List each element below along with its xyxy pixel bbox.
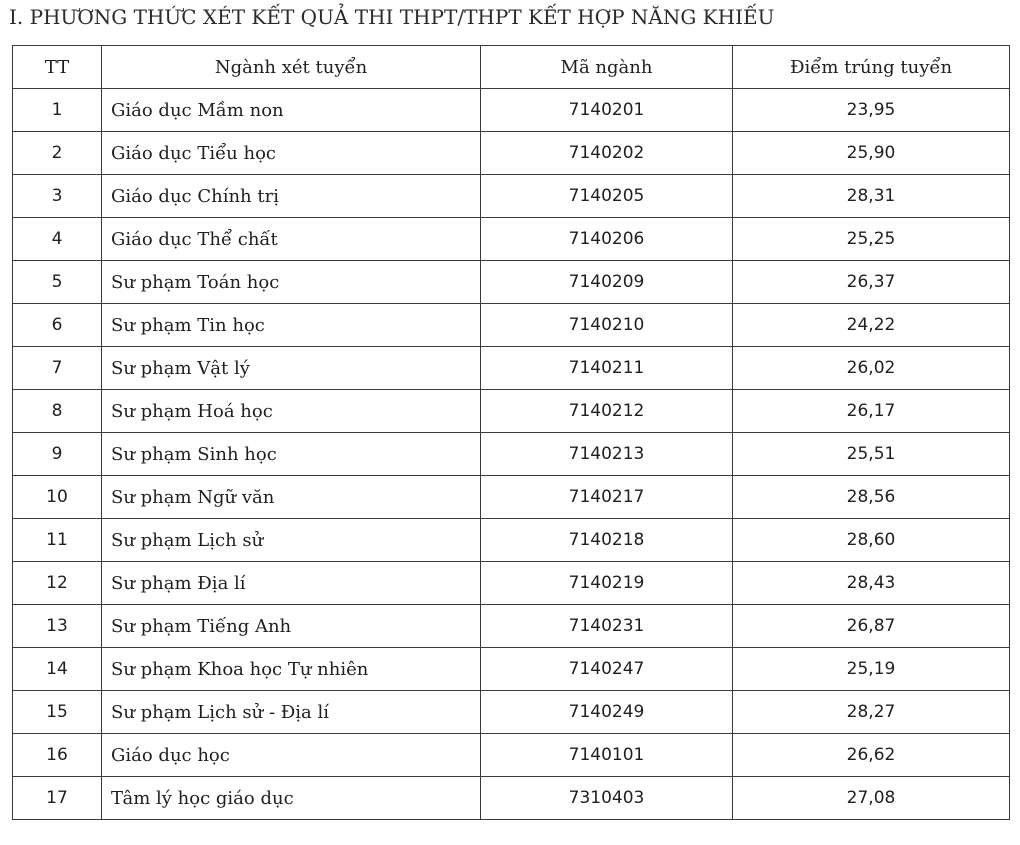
row-number: 13	[13, 605, 102, 648]
row-admission-score: 28,56	[733, 476, 1010, 519]
row-major-code: 7140249	[481, 691, 733, 734]
table-row	[13, 390, 1010, 433]
table-row	[13, 218, 1010, 261]
row-major-name: Sư phạm Tiếng Anh	[102, 605, 481, 648]
table-row	[13, 734, 1010, 777]
table-row	[13, 519, 1010, 562]
table-row	[13, 347, 1010, 390]
row-major-name: Sư phạm Khoa học Tự nhiên	[102, 648, 481, 691]
table-header-row	[13, 46, 1010, 89]
row-major-code: 7140202	[481, 132, 733, 175]
row-admission-score: 26,87	[733, 605, 1010, 648]
row-admission-score: 23,95	[733, 89, 1010, 132]
row-admission-score: 28,31	[733, 175, 1010, 218]
row-major-name: Sư phạm Ngữ văn	[102, 476, 481, 519]
row-major-name: Giáo dục Tiểu học	[102, 132, 481, 175]
table-row	[13, 89, 1010, 132]
row-number: 6	[13, 304, 102, 347]
row-major-code: 7140231	[481, 605, 733, 648]
admission-scores-table	[12, 45, 1010, 820]
row-admission-score: 28,43	[733, 562, 1010, 605]
header-major: Ngành xét tuyển	[102, 46, 481, 89]
row-number: 10	[13, 476, 102, 519]
row-major-name: Sư phạm Lịch sử	[102, 519, 481, 562]
table-row	[13, 562, 1010, 605]
table-row	[13, 433, 1010, 476]
table-row	[13, 132, 1010, 175]
row-number: 5	[13, 261, 102, 304]
row-major-code: 7140218	[481, 519, 733, 562]
table-body	[13, 89, 1010, 820]
row-admission-score: 26,62	[733, 734, 1010, 777]
row-major-name: Giáo dục Chính trị	[102, 175, 481, 218]
header-major-code: Mã ngành	[481, 46, 733, 89]
row-number: 3	[13, 175, 102, 218]
row-major-code: 7140219	[481, 562, 733, 605]
row-major-name: Sư phạm Lịch sử - Địa lí	[102, 691, 481, 734]
row-admission-score: 25,90	[733, 132, 1010, 175]
row-number: 8	[13, 390, 102, 433]
row-number: 1	[13, 89, 102, 132]
section-heading: I. PHƯƠNG THỨC XÉT KẾT QUẢ THI THPT/THPT KẾT HỢP NĂNG KHIẾU	[9, 5, 775, 29]
header-tt: TT	[13, 46, 102, 89]
row-major-code: 7140211	[481, 347, 733, 390]
row-major-name: Sư phạm Hoá học	[102, 390, 481, 433]
table-row	[13, 304, 1010, 347]
header-admission-score: Điểm trúng tuyển	[733, 46, 1010, 89]
row-major-name: Sư phạm Tin học	[102, 304, 481, 347]
row-admission-score: 25,19	[733, 648, 1010, 691]
row-admission-score: 26,37	[733, 261, 1010, 304]
row-admission-score: 26,17	[733, 390, 1010, 433]
table-row	[13, 476, 1010, 519]
row-admission-score: 24,22	[733, 304, 1010, 347]
row-major-code: 7140101	[481, 734, 733, 777]
table-row	[13, 648, 1010, 691]
row-number: 7	[13, 347, 102, 390]
row-major-name: Giáo dục Mầm non	[102, 89, 481, 132]
row-major-code: 7140205	[481, 175, 733, 218]
row-major-name: Sư phạm Vật lý	[102, 347, 481, 390]
row-major-name: Giáo dục Thể chất	[102, 218, 481, 261]
table-row	[13, 261, 1010, 304]
row-admission-score: 26,02	[733, 347, 1010, 390]
row-number: 15	[13, 691, 102, 734]
row-number: 11	[13, 519, 102, 562]
table-row	[13, 777, 1010, 820]
row-number: 9	[13, 433, 102, 476]
row-major-code: 7140217	[481, 476, 733, 519]
row-admission-score: 25,51	[733, 433, 1010, 476]
row-major-code: 7140201	[481, 89, 733, 132]
row-number: 16	[13, 734, 102, 777]
row-number: 12	[13, 562, 102, 605]
table-row	[13, 175, 1010, 218]
row-major-code: 7140212	[481, 390, 733, 433]
row-admission-score: 28,27	[733, 691, 1010, 734]
row-admission-score: 25,25	[733, 218, 1010, 261]
row-major-name: Sư phạm Toán học	[102, 261, 481, 304]
row-number: 2	[13, 132, 102, 175]
row-major-name: Tâm lý học giáo dục	[102, 777, 481, 820]
table-row	[13, 605, 1010, 648]
row-number: 14	[13, 648, 102, 691]
row-number: 4	[13, 218, 102, 261]
row-major-code: 7140206	[481, 218, 733, 261]
row-major-code: 7140247	[481, 648, 733, 691]
row-major-code: 7140209	[481, 261, 733, 304]
row-major-name: Sư phạm Sinh học	[102, 433, 481, 476]
row-major-name: Sư phạm Địa lí	[102, 562, 481, 605]
row-major-name: Giáo dục học	[102, 734, 481, 777]
row-major-code: 7140213	[481, 433, 733, 476]
row-number: 17	[13, 777, 102, 820]
row-major-code: 7310403	[481, 777, 733, 820]
row-admission-score: 27,08	[733, 777, 1010, 820]
table-row	[13, 691, 1010, 734]
row-major-code: 7140210	[481, 304, 733, 347]
row-admission-score: 28,60	[733, 519, 1010, 562]
